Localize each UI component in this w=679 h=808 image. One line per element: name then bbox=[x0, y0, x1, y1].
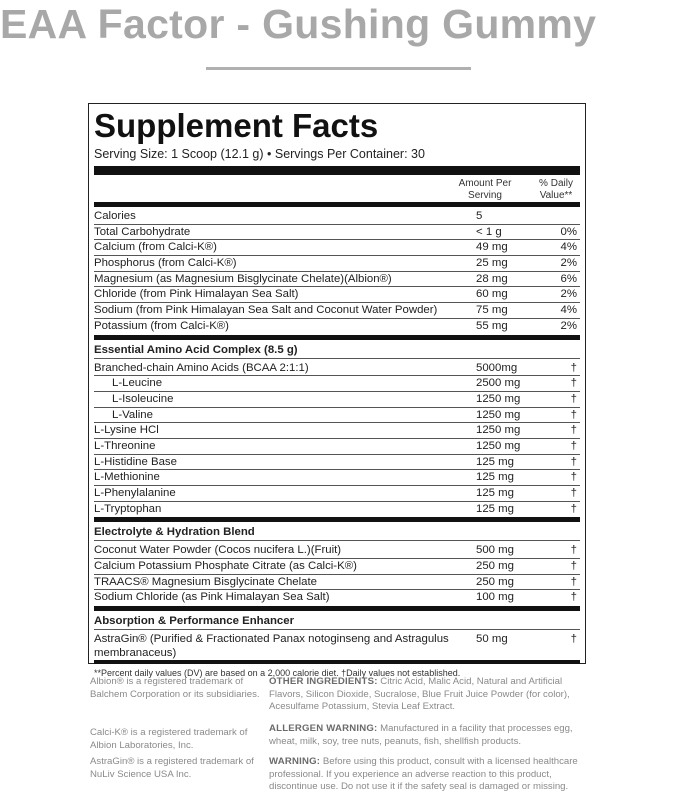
amount-column-header bbox=[440, 178, 530, 202]
warning-label: WARNING: bbox=[269, 756, 321, 767]
trademark-albion: Albion® is a registered trademark of Balchem Corporation or its subsidiaries. bbox=[90, 676, 260, 700]
ingredient-dv: † bbox=[570, 471, 577, 484]
ingredient-amount: 49 mg bbox=[476, 241, 508, 254]
ingredient-name: Calories bbox=[94, 210, 136, 222]
ingredient-dv: † bbox=[570, 377, 577, 390]
ingredient-amount: 2500 mg bbox=[476, 377, 521, 390]
ingredient-name: L-Methionine bbox=[94, 471, 160, 484]
ingredient-amount: 125 mg bbox=[476, 455, 514, 468]
ingredient-amount: 250 mg bbox=[476, 575, 514, 588]
table-row bbox=[94, 423, 580, 439]
ingredient-amount: 75 mg bbox=[476, 304, 508, 317]
ingredient-amount: 60 mg bbox=[476, 288, 508, 301]
ingredient-name: L-Lysine HCl bbox=[94, 424, 159, 437]
allergen-label: ALLERGEN WARNING: bbox=[269, 723, 378, 734]
warning-text: Before using this product, consult with a licensed healthcare professional. If you experience an adverse reaction to this product, discontinue use. Do not use it if the safety seal is damaged or missing. bbox=[269, 756, 578, 792]
ingredient-dv: † bbox=[570, 575, 577, 588]
ingredient-dv: † bbox=[570, 502, 577, 515]
table-row bbox=[94, 287, 580, 303]
ingredient-dv: † bbox=[570, 633, 577, 646]
dv-header-line1: % Daily bbox=[539, 178, 573, 189]
ingredient-amount: 125 mg bbox=[476, 487, 514, 499]
table-row bbox=[94, 392, 580, 408]
ingredient-dv: 2% bbox=[560, 257, 577, 270]
ingredient-name: Sodium (from Pink Himalayan Sea Salt and Coconut Water Powder) bbox=[94, 304, 438, 317]
ingredient-amount: 1250 mg bbox=[476, 439, 521, 452]
table-row bbox=[94, 590, 580, 606]
trademark-calci-k: Calci-K® is a registered trademark of Albion Laboratories, Inc. bbox=[90, 727, 248, 751]
ingredient-name: TRAACS® Magnesium Bisglycinate Chelate bbox=[94, 575, 318, 588]
ingredient-dv: † bbox=[570, 591, 577, 604]
nutrient-rows bbox=[94, 209, 580, 335]
table-row bbox=[94, 408, 580, 424]
amount-header-line1: Amount Per bbox=[458, 178, 512, 189]
ingredient-name: Magnesium (as Magnesium Bisglycinate Chelate)(Albion®) bbox=[94, 272, 392, 285]
ingredient-dv: 0% bbox=[560, 225, 577, 238]
ingredient-amount: 50 mg bbox=[476, 633, 508, 646]
ingredient-dv: † bbox=[570, 560, 577, 573]
table-row bbox=[94, 455, 580, 471]
table-row bbox=[94, 575, 580, 591]
bottom-divider bbox=[94, 660, 580, 664]
ingredient-amount: 55 mg bbox=[476, 319, 508, 332]
amount-header-line2: Serving bbox=[468, 190, 502, 201]
ingredient-dv: † bbox=[570, 424, 577, 437]
allergen-text: Manufactured in a facility that processes egg, wheat, milk, soy, tree nuts, peanuts, fish, shellfish products. bbox=[269, 723, 573, 747]
ingredient-name: Total Carbohydrate bbox=[94, 225, 191, 238]
ingredient-dv: † bbox=[570, 439, 577, 452]
other-ingredients-label: OTHER INGREDIENTS: bbox=[269, 676, 378, 687]
other-ingredients bbox=[269, 676, 594, 714]
ingredient-amount: 5 bbox=[476, 210, 483, 222]
ingredient-name: Sodium Chloride (as Pink Himalayan Sea Salt) bbox=[94, 591, 330, 604]
table-row bbox=[94, 630, 580, 660]
ingredient-amount: 500 mg bbox=[476, 544, 514, 557]
ingredient-name: L-Valine bbox=[112, 408, 153, 421]
table-row bbox=[94, 303, 580, 319]
electrolyte-section-heading: Electrolyte & Hydration Blend bbox=[94, 524, 580, 541]
ingredient-name: L-Tryptophan bbox=[94, 502, 162, 515]
ingredient-dv: † bbox=[570, 392, 577, 405]
table-row bbox=[94, 502, 580, 518]
electrolyte-rows bbox=[94, 543, 580, 606]
ingredient-name: Branched-chain Amino Acids (BCAA 2:1:1) bbox=[94, 361, 309, 374]
table-row bbox=[94, 319, 580, 335]
footnote: **Percent daily values (DV) are based on a 2,000 calorie diet. †Daily values not established. bbox=[94, 668, 461, 679]
allergen-warning bbox=[269, 723, 594, 748]
dv-header-line2: Value** bbox=[539, 190, 573, 201]
ingredient-amount: 250 mg bbox=[476, 560, 514, 573]
absorption-section-heading: Absorption & Performance Enhancer bbox=[94, 613, 580, 630]
eaa-rows bbox=[94, 361, 580, 518]
title-divider bbox=[206, 67, 471, 70]
ingredient-amount: 1250 mg bbox=[476, 408, 521, 421]
warning bbox=[269, 756, 594, 794]
ingredient-amount: 1250 mg bbox=[476, 424, 521, 437]
other-ingredients-text: Citric Acid, Malic Acid, Natural and Artificial Flavors, Silicon Dioxide, Sucralose, Blue Fruit Juice Powder (for color), Acesulfame Potassium, Stevia Leaf Extract. bbox=[269, 676, 570, 712]
table-row bbox=[94, 272, 580, 288]
ingredient-name: Chloride (from Pink Himalayan Sea Salt) bbox=[94, 288, 299, 301]
dv-column-header bbox=[530, 178, 582, 202]
ingredient-name: L-Leucine bbox=[112, 377, 163, 390]
ingredient-name: Potassium (from Calci-K®) bbox=[94, 319, 229, 332]
ingredient-dv: 4% bbox=[560, 241, 577, 254]
facts-heading: Supplement Facts bbox=[94, 107, 379, 144]
ingredient-dv: 4% bbox=[560, 304, 577, 317]
ingredient-amount: 1250 mg bbox=[476, 392, 521, 405]
trademark-astragin: AstraGin® is a registered trademark of NuLiv Science USA Inc. bbox=[90, 756, 254, 780]
ingredient-amount: 100 mg bbox=[476, 591, 514, 604]
table-row bbox=[94, 486, 580, 502]
ingredient-dv: 2% bbox=[560, 288, 577, 301]
medium-divider bbox=[94, 517, 580, 522]
table-row bbox=[94, 439, 580, 455]
table-row bbox=[94, 376, 580, 392]
ingredient-dv: † bbox=[570, 544, 577, 557]
ingredient-name: Calcium (from Calci-K®) bbox=[94, 241, 217, 254]
ingredient-dv: † bbox=[570, 408, 577, 421]
ingredient-dv: 6% bbox=[560, 272, 577, 285]
ingredient-name: Phosphorus (from Calci-K®) bbox=[94, 257, 237, 270]
ingredient-amount: 125 mg bbox=[476, 502, 514, 515]
table-row bbox=[94, 543, 580, 559]
column-headers bbox=[94, 175, 580, 202]
ingredient-dv: † bbox=[570, 487, 577, 499]
ingredient-dv: 2% bbox=[560, 319, 577, 332]
serving-info: Serving Size: 1 Scoop (12.1 g) • Servings Per Container: 30 bbox=[94, 147, 425, 161]
table-row bbox=[94, 240, 580, 256]
ingredient-amount: 25 mg bbox=[476, 257, 508, 270]
thick-divider bbox=[94, 166, 580, 175]
table-row bbox=[94, 256, 580, 272]
ingredient-name: Calcium Potassium Phosphate Citrate (as Calci-K®) bbox=[94, 560, 357, 573]
page-title: EAA Factor - Gushing Gummy bbox=[0, 1, 597, 47]
table-row bbox=[94, 361, 580, 377]
ingredient-dv: † bbox=[570, 361, 577, 374]
medium-divider bbox=[94, 335, 580, 340]
ingredient-name: L-Phenylalanine bbox=[94, 487, 176, 499]
ingredient-name: AstraGin® (Purified & Fractionated Panax notoginseng and Astragulus membranaceus) bbox=[94, 633, 449, 660]
table-row bbox=[94, 209, 580, 225]
ingredient-name: L-Threonine bbox=[94, 439, 156, 452]
eaa-section-heading: Essential Amino Acid Complex (8.5 g) bbox=[94, 342, 580, 359]
ingredient-name: L-Histidine Base bbox=[94, 455, 177, 468]
ingredient-amount: 5000mg bbox=[476, 361, 518, 374]
medium-divider bbox=[94, 606, 580, 611]
ingredient-amount: 125 mg bbox=[476, 471, 514, 484]
medium-divider bbox=[94, 202, 580, 207]
ingredient-amount: 28 mg bbox=[476, 272, 508, 285]
supplement-facts-panel bbox=[88, 103, 586, 679]
ingredient-amount: < 1 g bbox=[476, 225, 502, 238]
ingredient-name: L-Isoleucine bbox=[112, 392, 174, 405]
ingredient-dv: † bbox=[570, 455, 577, 468]
table-row bbox=[94, 225, 580, 241]
table-row bbox=[94, 470, 580, 486]
table-row bbox=[94, 559, 580, 575]
ingredient-name: Coconut Water Powder (Cocos nucifera L.)(Fruit) bbox=[94, 544, 342, 557]
